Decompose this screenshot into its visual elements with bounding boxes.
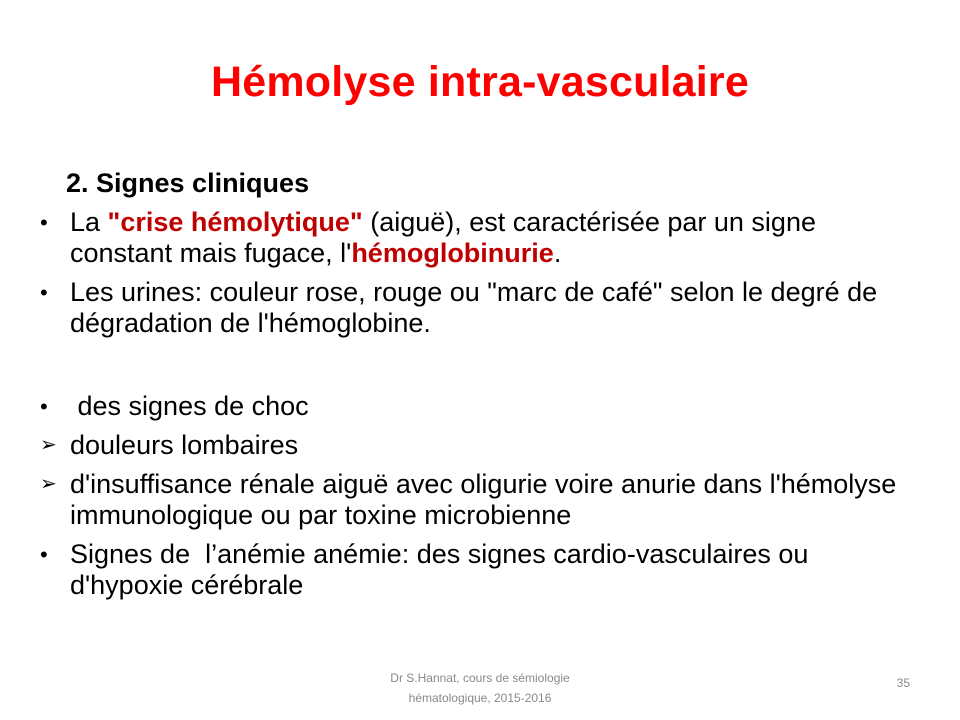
page-number: 35	[896, 676, 910, 690]
bullet-item-urines	[40, 277, 920, 339]
slide-title: Hémolyse intra-vasculaire	[211, 58, 749, 106]
bullet-icon	[40, 539, 64, 570]
slide-content	[40, 168, 920, 609]
spacer	[40, 347, 920, 391]
bullet-text: des signes de choc	[70, 391, 309, 421]
arrow-bullet-icon: ➢	[40, 473, 57, 495]
bullet-item-choc	[40, 391, 920, 422]
bullet-text-middle: (aiguë), est caractérisée par un signe constant mais fugace, l'	[70, 207, 816, 268]
bullet-icon	[40, 207, 64, 238]
arrow-text: douleurs lombaires	[70, 430, 299, 460]
footer-line-1: Dr S.Hannat, cours de sémiologie	[390, 671, 570, 685]
highlight-crise: "crise hémolytique"	[107, 207, 363, 237]
bullet-item-anemie	[40, 539, 920, 601]
footer-line-2: hématologique, 2015-2016	[408, 691, 552, 705]
arrow-text: d'insuffisance rénale aiguë avec oligurie voire anurie dans l'hémolyse immunologique ou par toxine microbienne	[70, 469, 897, 530]
bullet-icon	[40, 391, 64, 422]
arrow-bullet-icon: ➢	[40, 434, 57, 456]
bullet-text-after: .	[553, 238, 562, 268]
highlight-hemoglobinurie: hémoglobinurie	[351, 238, 554, 268]
section-heading: 2. Signes cliniques	[66, 168, 310, 198]
bullet-icon	[40, 277, 64, 308]
footer-credit	[340, 668, 620, 708]
bullet-text: Les urines: couleur rose, rouge ou "marc de café" selon le degré de dégradation de l'hémoglobine.	[70, 277, 878, 338]
arrow-item-insuffisance	[40, 469, 920, 531]
bullet-item-crise	[40, 207, 920, 269]
bullet-text: Signes de l’anémie anémie: des signes cardio-vasculaires ou d'hypoxie cérébrale	[70, 539, 816, 600]
bullet-text-before: La	[70, 207, 108, 237]
arrow-item-douleurs	[40, 430, 920, 461]
